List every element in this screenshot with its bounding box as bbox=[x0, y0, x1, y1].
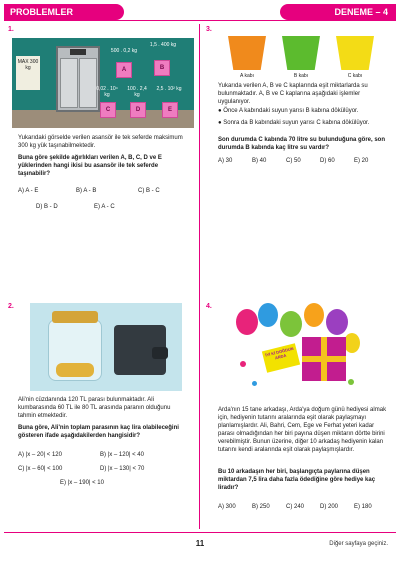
q3-bullet-1: ● Önce A kabındaki suyun yarısı B kabına dökülüyor. bbox=[218, 108, 359, 114]
bucket-a-label: A kabı bbox=[240, 73, 254, 79]
confetti bbox=[240, 361, 246, 367]
footer-divider bbox=[4, 532, 396, 533]
wallet-clasp bbox=[152, 347, 168, 359]
box-b: B bbox=[154, 60, 170, 76]
q2-number: 2. bbox=[8, 303, 14, 310]
q4-option-c[interactable]: C) 240 bbox=[286, 504, 305, 510]
q4-text: Arda'nın 15 tane arkadaşı, Arda'ya doğum günü hediyesi almak için, hediyenin tutarını aralarında eşit olarak paylaşmayı planlamışlardır. Ali, Bahri, Cem, Ege ve Ferhat yeteri kadar parası olmadığından her biri payına düşen miktarın dörtte birini verebilmiştir. Bunun üzerine, diğer 10 arkadaş hediyenin kalan tutarını kendi aralarında eşit olarak paylaşmışlardır. bbox=[218, 407, 387, 453]
q2-text: Ali'nin cüzdanında 120 TL parası bulunmaktadır. Ali kumbarasında 60 TL ile 80 TL arasında paranın olduğunu tahmin etmektedir. bbox=[18, 397, 171, 419]
q3-number: 3. bbox=[206, 26, 212, 33]
bucket-c bbox=[336, 36, 374, 70]
q4-option-b[interactable]: B) 250 bbox=[252, 504, 270, 510]
box-c-weight: 0,02 . 10⁴ kg bbox=[96, 86, 118, 98]
q3-bullet-2-text: Sonra da B kabındaki suyun yarısı C kabına dökülüyor. bbox=[223, 120, 370, 126]
q2-option-a[interactable]: A) |x – 20| < 120 bbox=[18, 452, 62, 458]
box-a-weight: 500 . 0,2 kg bbox=[110, 48, 138, 54]
box-c: C bbox=[100, 102, 116, 118]
q3-text: Yukarıda verilen A, B ve C kaplarında eşit miktarlarda su bulunmaktadır. A, B ve C kaplarına aşağıdaki işlemler uygulanıyor. bbox=[218, 83, 368, 105]
q1-number: 1. bbox=[8, 26, 14, 33]
q3-option-a[interactable]: A) 30 bbox=[218, 158, 233, 164]
box-e: E bbox=[162, 102, 178, 118]
q1-elevator-illustration bbox=[12, 38, 194, 128]
q1-option-b[interactable]: B) A - B bbox=[76, 188, 97, 194]
confetti bbox=[348, 379, 354, 385]
elevator-door-right bbox=[79, 58, 97, 108]
q3-question: Son durumda C kabında 70 litre su bulunduğuna göre, son durumda B kabında kaç litre su vardır? bbox=[218, 137, 386, 151]
balloon-blue bbox=[258, 303, 278, 327]
box-a: A bbox=[116, 62, 132, 78]
q4-option-d[interactable]: D) 200 bbox=[320, 504, 339, 510]
wallet bbox=[114, 325, 166, 375]
elevator-door-left bbox=[60, 58, 78, 108]
confetti bbox=[252, 381, 257, 386]
q3-option-c[interactable]: C) 50 bbox=[286, 158, 301, 164]
q4-option-e[interactable]: E) 180 bbox=[354, 504, 372, 510]
q2-option-b[interactable]: B) |x – 120| < 40 bbox=[100, 452, 144, 458]
q1-option-a[interactable]: A) A - E bbox=[18, 188, 39, 194]
balloon-purple bbox=[326, 309, 348, 335]
next-page-note: Diğer sayfaya geçiniz. bbox=[329, 541, 388, 547]
q2-question: Buna göre, Ali'nin toplam parasının kaç lira olabileceğini gösteren ifade aşağıdakilerden hangisidir? bbox=[18, 425, 179, 439]
q3-option-e[interactable]: E) 20 bbox=[354, 158, 369, 164]
q4-option-a[interactable]: A) 300 bbox=[218, 504, 236, 510]
q2-jar-wallet-illustration bbox=[30, 303, 182, 391]
balloon-pink bbox=[236, 309, 258, 335]
jar-lid bbox=[52, 311, 98, 323]
q2-option-c[interactable]: C) |x – 60| < 100 bbox=[18, 466, 63, 472]
elevator-display bbox=[70, 49, 86, 55]
q4-question: Bu 10 arkadaşın her biri, başlangıçta paylarına düşen miktardan 7,5 lira daha fazla ödediğine göre hediye kaç liradır? bbox=[218, 469, 376, 491]
header-title-right: DENEME – 4 bbox=[280, 4, 396, 20]
q3-bullet-2: ● Sonra da B kabındaki suyun yarısı C kabına dökülüyor. bbox=[218, 120, 370, 126]
q3-option-d[interactable]: D) 60 bbox=[320, 158, 335, 164]
q2-option-d[interactable]: D) |x – 130| < 70 bbox=[100, 466, 145, 472]
elevator bbox=[56, 46, 100, 112]
bucket-a bbox=[228, 36, 266, 70]
q2-option-e[interactable]: E) |x – 190| < 10 bbox=[60, 480, 104, 486]
q1-option-d[interactable]: D) B - D bbox=[36, 204, 58, 210]
box-e-weight: 2,5 . 10² kg bbox=[156, 86, 182, 92]
balloon-orange bbox=[304, 303, 324, 327]
gift-box bbox=[302, 337, 346, 381]
box-d: D bbox=[130, 102, 146, 118]
header-divider bbox=[4, 20, 396, 21]
bucket-b-label: B kabı bbox=[293, 73, 309, 79]
coins bbox=[56, 363, 94, 377]
q4-number: 4. bbox=[206, 303, 212, 310]
max-weight-sign: MAX 300 kg bbox=[16, 56, 40, 90]
page-number: 11 bbox=[195, 539, 205, 548]
q3-option-b[interactable]: B) 40 bbox=[252, 158, 267, 164]
q1-option-e[interactable]: E) A - C bbox=[94, 204, 115, 210]
box-b-weight: 1,5 . 400 kg bbox=[149, 42, 177, 48]
bucket-b bbox=[282, 36, 320, 70]
birthday-banner: İYİ Kİ DOĞDUN ARDA bbox=[262, 343, 300, 373]
column-divider bbox=[199, 24, 200, 529]
box-d-weight: 100 . 2,4 kg bbox=[127, 86, 147, 98]
q4-birthday-illustration bbox=[232, 303, 362, 399]
q1-option-c[interactable]: C) B - C bbox=[138, 188, 160, 194]
bucket-c-label: C kabı bbox=[347, 73, 363, 79]
q1-text: Yukarıdaki görselde verilen asansör ile tek seferde maksimum 300 kg yük taşınabilmektedir. bbox=[18, 135, 183, 149]
balloon-yellow bbox=[344, 333, 360, 353]
q1-question: Buna göre şekilde ağırlıkları verilen A, B, C, D ve E yüklerinden hangi ikisi bu asansör ile tek seferde taşınabilir? bbox=[18, 155, 162, 177]
balloon-green bbox=[280, 311, 302, 337]
header-title-left: PROBLEMLER bbox=[4, 4, 124, 20]
q3-bullet-1-text: Önce A kabındaki suyun yarısı B kabına dökülüyor. bbox=[223, 108, 359, 114]
